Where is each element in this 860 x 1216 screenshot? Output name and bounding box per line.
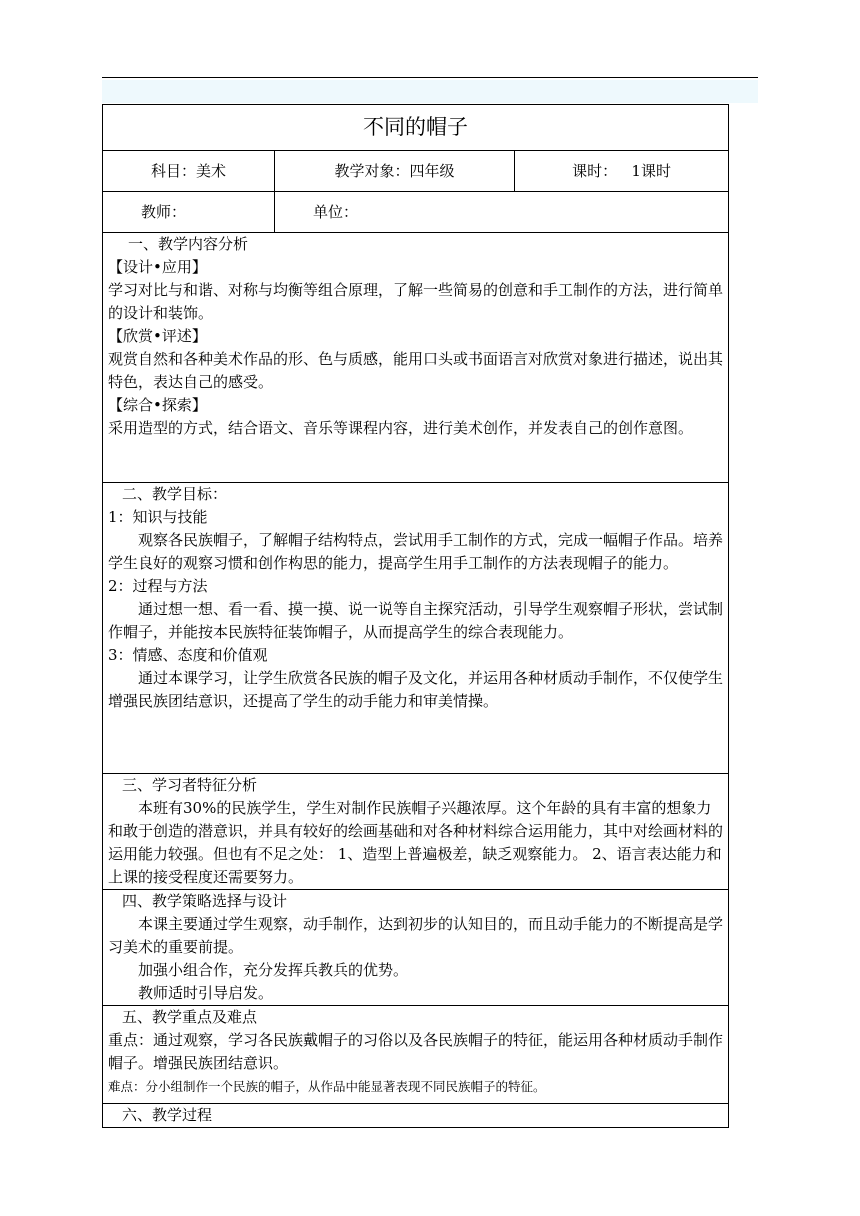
section-heading: 五、教学重点及难点 [122, 1008, 258, 1026]
item-tag: 【欣赏•评述】 [108, 327, 207, 345]
unit-cell: 单位： [275, 192, 729, 233]
item-text: 观赏自然和各种美术作品的形、色与质感，能用口头或书面语言对欣赏对象进行描述，说出其特色，表达自己的感受。 [108, 350, 724, 391]
item-text: 采用造型的方式，结合语文、音乐等课程内容，进行美术创作，并发表自己的创作意图。 [108, 419, 694, 437]
meta-row-2 [103, 192, 729, 233]
page-header-band [102, 80, 758, 103]
section-text: 本班有30%的民族学生，学生对制作民族帽子兴趣浓厚。这个年龄的具有丰富的想象力和敢于创造的潜意识，并具有较好的绘画基础和对各种材料综合运用能力，其中对绘画材料的运用能力较强。但也有不足之处： 1、造型上普遍极差，缺乏观察能力。 2、语言表达能力和上课的接受程度还需要努力。 [108, 799, 724, 886]
lesson-plan-table [102, 104, 729, 1128]
item-tag: 【设计•应用】 [108, 258, 207, 276]
section-teaching-strategy [103, 890, 729, 1006]
item-text: 学习对比与和谐、对称与均衡等组合原理，了解一些简易的创意和手工制作的方法，进行简单的设计和装饰。 [108, 281, 724, 322]
period-cell [515, 151, 729, 192]
section-content-analysis [103, 233, 729, 483]
item-tag: 【综合•探索】 [108, 396, 207, 414]
subject-cell: 科目：美术 [103, 151, 275, 192]
section-heading: 三、学习者特征分析 [122, 776, 258, 794]
difficulty-text: 难点：分小组制作一个民族的帽子，从作品中能显著表现不同民族帽子的特征。 [108, 1079, 546, 1094]
section-teaching-goals [103, 483, 729, 774]
goal-label: 2：过程与方法 [108, 577, 208, 595]
goal-text: 观察各民族帽子，了解帽子结构特点，尝试用手工制作的方式，完成一幅帽子作品。培养学生良好的观察习惯和创作构思的能力，提高学生用手工制作的方法表现帽子的能力。 [108, 531, 724, 572]
strategy-paragraph: 本课主要通过学生观察，动手制作，达到初步的认知目的，而且动手能力的不断提高是学习美术的重要前提。 [108, 915, 724, 956]
goal-text: 通过想一想、看一看、摸一摸、说一说等自主探究活动，引导学生观察帽子形状，尝试制作帽子，并能按本民族特征装饰帽子，从而提高学生的综合表现能力。 [108, 600, 724, 641]
page-header-rule [102, 77, 758, 78]
period-label: 课时： [572, 161, 618, 180]
period-value: 1课时 [631, 161, 671, 180]
key-point-text: 重点：通过观察，学习各民族戴帽子的习俗以及各民族帽子的特征，能运用各种材质动手制作帽子。增强民族团结意识。 [108, 1031, 724, 1072]
strategy-paragraph: 教师适时引导启发。 [138, 984, 274, 1002]
section-heading: 一、教学内容分析 [128, 235, 249, 253]
goal-label: 3：情感、态度和价值观 [108, 646, 268, 664]
meta-row-1 [103, 151, 729, 192]
section-learner-analysis [103, 774, 729, 890]
audience-cell: 教学对象：四年级 [275, 151, 515, 192]
section-heading: 二、教学目标： [122, 485, 228, 503]
section-key-points [103, 1006, 729, 1104]
section-heading: 六、教学过程 [122, 1106, 213, 1124]
teacher-cell: 教师： [103, 192, 275, 233]
section-teaching-process [103, 1104, 729, 1128]
strategy-paragraph: 加强小组合作，充分发挥兵教兵的优势。 [138, 961, 409, 979]
goal-label: 1：知识与技能 [108, 508, 208, 526]
title-row [103, 105, 729, 151]
lesson-title: 不同的帽子 [103, 105, 729, 151]
section-heading: 四、教学策略选择与设计 [122, 892, 288, 910]
goal-text: 通过本课学习，让学生欣赏各民族的帽子及文化，并运用各种材质动手制作，不仅使学生增强民族团结意识，还提高了学生的动手能力和审美情操。 [108, 669, 724, 710]
